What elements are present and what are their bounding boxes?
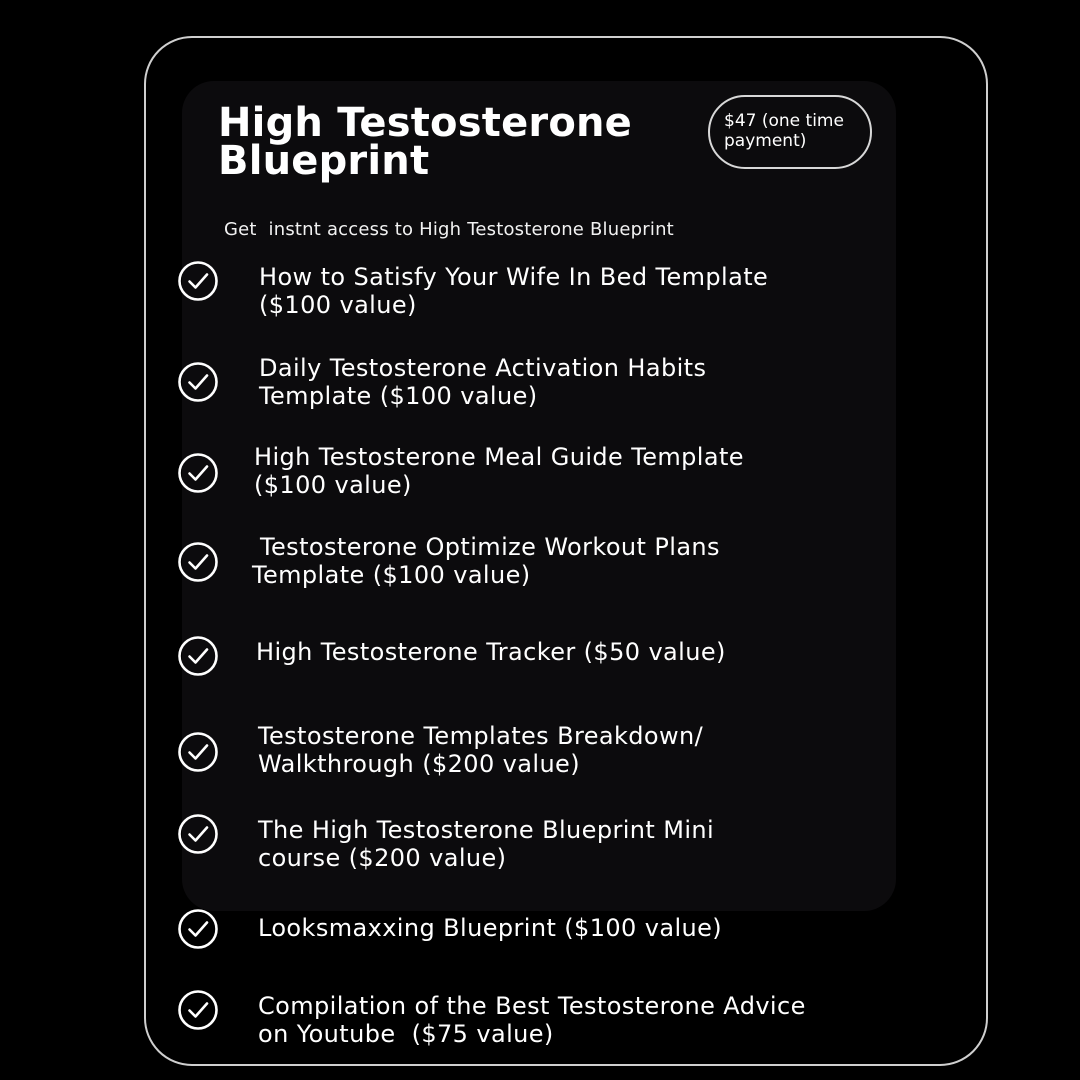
list-item-line-2: course ($200 value) — [258, 844, 507, 872]
list-item-line-1: High Testosterone Tracker ($50 value) — [256, 638, 726, 666]
check-circle-icon — [177, 989, 219, 1031]
list-item-line-2: Template ($100 value) — [252, 561, 531, 589]
list-item-label — [256, 638, 906, 666]
price-badge — [708, 95, 872, 169]
list-item-label — [258, 816, 908, 872]
list-item-line-1: High Testosterone Meal Guide Template — [254, 443, 744, 471]
list-item-line-1: Compilation of the Best Testosterone Advice — [258, 992, 806, 1020]
list-item-line-2: ($100 value) — [259, 291, 417, 319]
page-title — [218, 100, 668, 184]
list-item-line-2: ($100 value) — [254, 471, 412, 499]
list-item-line-1: Daily Testosterone Activation Habits — [259, 354, 707, 382]
check-circle-icon — [177, 541, 219, 583]
check-circle-icon — [177, 731, 219, 773]
list-item-line-1: How to Satisfy Your Wife In Bed Template — [259, 263, 769, 291]
list-item-line-2: Walkthrough ($200 value) — [258, 750, 580, 778]
title-line-1: High Testosterone — [218, 100, 633, 146]
check-circle-icon — [177, 813, 219, 855]
list-item-label — [258, 914, 908, 942]
list-item-line-1: Testosterone Optimize Workout Plans — [252, 533, 720, 561]
check-circle-icon — [177, 452, 219, 494]
list-item-label — [254, 443, 904, 499]
list-item-label — [258, 722, 908, 778]
check-circle-icon — [177, 260, 219, 302]
list-item-line-1: Looksmaxxing Blueprint ($100 value) — [258, 914, 723, 942]
list-item-label — [258, 992, 908, 1048]
price-line-2: payment) — [724, 131, 807, 151]
list-item-label — [259, 263, 909, 319]
list-item-line-1: Testosterone Templates Breakdown/ — [258, 722, 704, 750]
price-line-1: $47 (one time — [724, 111, 844, 131]
list-item-line-1: The High Testosterone Blueprint Mini — [258, 816, 715, 844]
title-line-2: Blueprint — [218, 138, 430, 184]
list-item-label — [252, 533, 902, 589]
list-item-label — [259, 354, 909, 410]
check-circle-icon — [177, 908, 219, 950]
check-circle-icon — [177, 361, 219, 403]
subtitle: Get instnt access to High Testosterone Blueprint — [224, 219, 674, 240]
list-item-line-2: on Youtube ($75 value) — [258, 1020, 554, 1048]
check-circle-icon — [177, 635, 219, 677]
list-item-line-2: Template ($100 value) — [259, 382, 538, 410]
